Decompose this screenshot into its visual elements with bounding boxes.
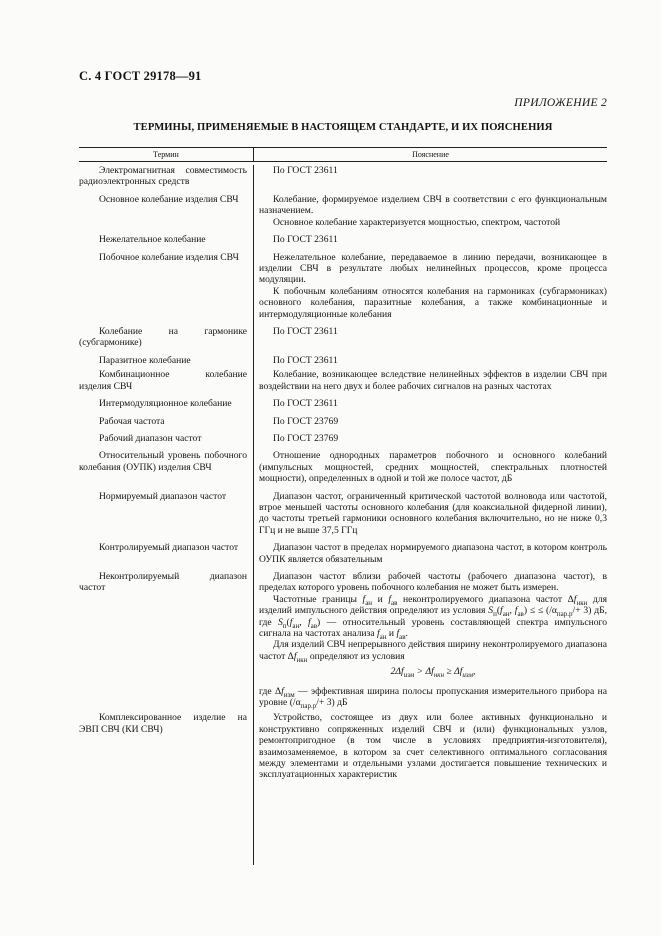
explanation-cell: Диапазон частот в пределах нормируемого диапазона частот, в котором контроль ОУПК является обязательным <box>259 542 607 565</box>
term-cell: Контролируемый диапазон частот <box>99 542 239 554</box>
term-cell: Неконтролируемый диапазон частот <box>79 570 247 594</box>
explanation-cell: где $\Delta f_{изм}$ — эффективная ширина полосы пропускания измерительного прибора на уровне $(/\alpha_{пар.р}/+ 3)$ дБ <box>259 685 608 710</box>
term-cell: Рабочая частота <box>99 415 165 427</box>
table-row <box>79 450 607 484</box>
explanation-cell: Основное колебание характеризуется мощностью, спектром, частотой <box>273 216 561 228</box>
terms-table <box>79 147 607 781</box>
term-cell: Относительный уровень побочного колебания (ОУПК) изделия СВЧ <box>79 450 247 473</box>
explanation-cell: По ГОСТ 23611 <box>273 326 338 338</box>
formula: $2\Delta f_{изм} > \Delta f_{нкн} \ge \Delta f_{изм}$, <box>390 666 476 680</box>
table-row <box>79 491 607 537</box>
table-row <box>79 398 607 409</box>
column-header-term: Термин <box>79 148 254 161</box>
table-row <box>79 416 607 427</box>
table-row <box>79 252 607 320</box>
table-row <box>79 571 607 708</box>
table-row <box>79 355 607 366</box>
explanation-cell: По ГОСТ 23611 <box>273 398 338 410</box>
term-cell: Паразитное колебание <box>99 354 191 366</box>
explanation-cell: По ГОСТ 23611 <box>273 354 338 366</box>
table-row <box>79 194 607 228</box>
term-cell: Колебание на гармонике (субгармонике) <box>79 326 247 349</box>
term-cell: Электромагнитная совместимость радиоэлектронных средств <box>79 165 247 188</box>
table-row <box>79 369 607 392</box>
explanation-cell: Колебание, возникающее вследствие нелинейных эффектов в изделии СВЧ при воздействии на него двух и более рабочих сигналов на разных частотах <box>259 369 607 392</box>
term-cell: Интермодуляционное колебание <box>99 398 232 410</box>
table-row <box>79 234 607 245</box>
table-row <box>79 712 607 780</box>
appendix-label: ПРИЛОЖЕНИЕ 2 <box>514 97 607 109</box>
explanation-cell: По ГОСТ 23611 <box>273 165 338 176</box>
term-cell: Рабочий диапазон частот <box>99 432 202 444</box>
document-title: ТЕРМИНЫ, ПРИМЕНЯЕМЫЕ В НАСТОЯЩЕМ СТАНДАРТЕ, И ИХ ПОЯСНЕНИЯ <box>133 122 553 133</box>
explanation-cell: Устройство, состоящее из двух или более активных функционально и конструктивно сопряженных изделий СВЧ и (или) функциональных узлов, ремонтопригодное (в том числе в условиях предприятия-изготовителя), взаимозаменяемое, в котором за счет селективного оптимального согласования между элементами и отдельными узлами достигается повышение технических и эксплуатационных характеристик <box>259 712 607 781</box>
explanation-cell: Нежелательное колебание, передаваемое в линию передачи, возникающее в изделии СВЧ в результате любых нелинейных процессов, кроме процесса модуляции. <box>259 251 607 286</box>
column-header-explanation: Пояснение <box>412 150 449 159</box>
table-header <box>79 147 607 162</box>
table-row <box>79 165 607 188</box>
explanation-cell: По ГОСТ 23769 <box>273 432 339 444</box>
explanation-cell: Частотные границы $f_{ан}$ и $f_{ав}$ неконтролируемого диапазона частот $\Delta f_{нкн}$ для изделий импульсного действия определяют из условия $S_п(f_{ан}$, $f_{ав}$) ≤ ≤ $(/\alpha_{пар.р}/+ 3)$ дБ, где $S_п(f_{ан}$, $f_{ав}$) — относительный уровень составляющей спектра импульсного сигнала на частотах анализа $f_{ан}$ и $f_{ав}$. <box>259 593 608 641</box>
term-cell: Комплексированное изделие на ЭВП СВЧ (КИ СВЧ) <box>79 712 247 735</box>
table-body <box>79 165 607 781</box>
table-row <box>79 542 607 565</box>
term-cell: Нежелательное колебание <box>99 234 206 246</box>
term-cell: Нормируемый диапазон частот <box>99 490 227 502</box>
term-cell: Основное колебание изделия СВЧ <box>99 194 239 205</box>
table-row <box>79 433 607 444</box>
explanation-cell: По ГОСТ 23611 <box>273 234 338 246</box>
explanation-cell: К побочным колебаниям относятся колебания на гармониках (субгармониках) основного колебания, паразитные колебания, а также комбинационные и интермодуляционные колебания <box>259 285 607 320</box>
explanation-cell: По ГОСТ 23769 <box>273 415 339 427</box>
table-row <box>79 326 607 349</box>
term-cell: Побочное колебание изделия СВЧ <box>99 251 239 263</box>
explanation-cell: Диапазон частот, ограниченный критической частотой волновода или частотой, втрое меньшей частоты основного колебания (для коаксиальной фидерной линии), до частоты третьей гармоники основного колебания включительно, но не ниже 0,3 ГГц и не выше 37,5 ГГц <box>259 490 607 536</box>
term-cell: Комбинационное колебание изделия СВЧ <box>79 369 247 392</box>
explanation-cell: Диапазон частот вблизи рабочей частоты (рабочего диапазона частот), в пределах которого уровень побочного колебания не может быть измерен. <box>259 570 607 594</box>
explanation-cell: Отношение однородных параметров побочного и основного колебаний (импульсных мощностей, средних мощностей, спектральных плотностей мощности), определенных в одной и той же полосе частот, дБ <box>259 450 607 485</box>
explanation-cell: Для изделий СВЧ непрерывного действия ширину неконтролируемого диапазона частот $\Delta f_{нкн}$ определяют из условия <box>259 639 607 664</box>
explanation-cell: Колебание, формируемое изделием СВЧ в соответствии с его функциональным назначением. <box>259 194 607 217</box>
page-header: С. 4 ГОСТ 29178—91 <box>79 69 202 83</box>
